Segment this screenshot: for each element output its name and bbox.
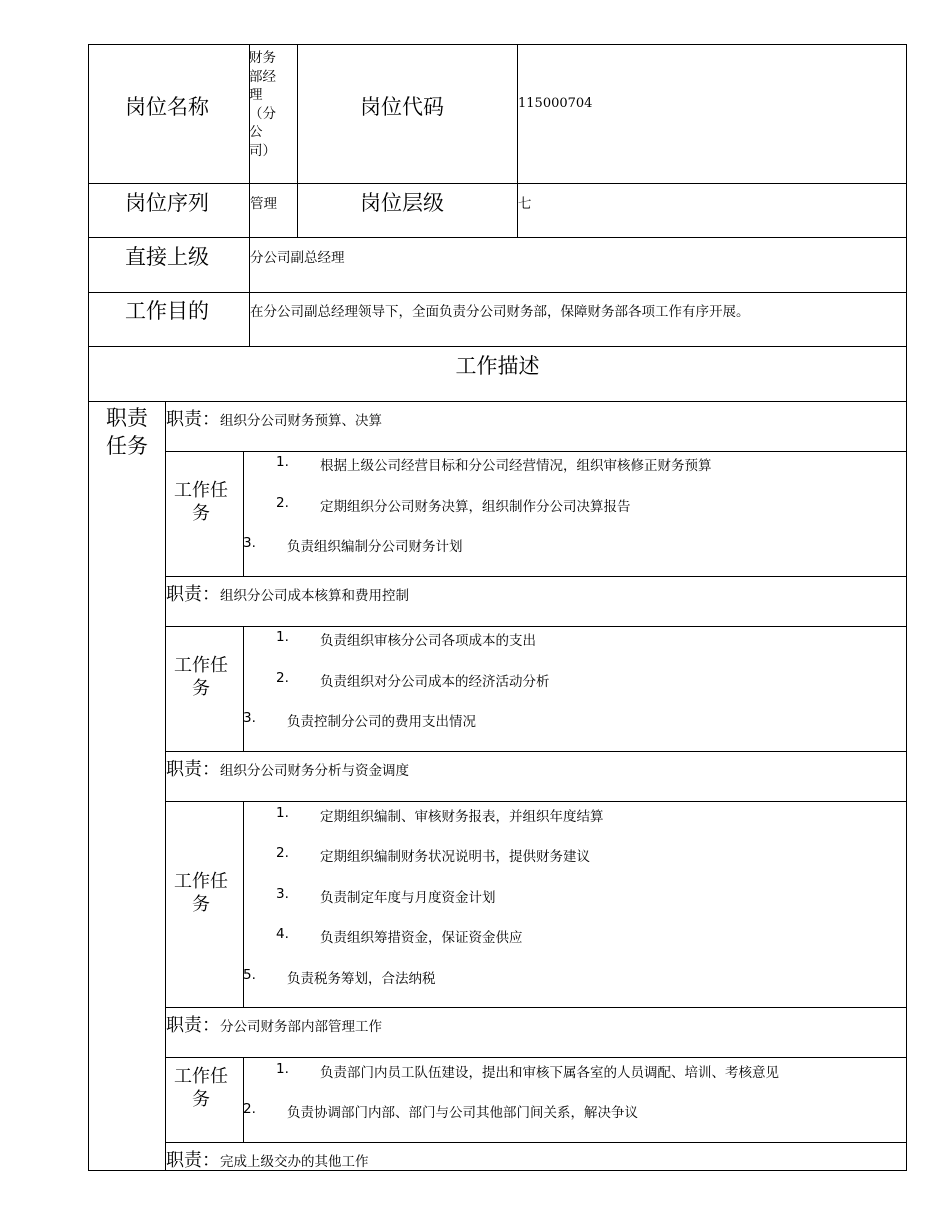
duty-prefix: 职责	[166, 584, 202, 605]
task-text: 负责组织筹措资金，保证资金供应	[320, 930, 523, 946]
task-number: 1.	[276, 454, 289, 470]
duties-label: 职责任务	[106, 406, 148, 458]
col-divider	[297, 44, 298, 238]
col-divider	[165, 401, 166, 1171]
task-label: 工作任务	[174, 871, 228, 915]
task-text: 定期组织编制财务状况说明书，提供财务建议	[320, 849, 590, 865]
table-border-top	[88, 44, 907, 45]
table-border-left	[88, 44, 89, 1171]
row-divider	[88, 237, 907, 238]
duty-divider	[165, 1007, 907, 1008]
duty-divider	[165, 626, 907, 627]
task-number: 3.	[243, 710, 256, 726]
purpose-value: 在分公司副总经理领导下，全面负责分公司财务部，保障财务部各项工作有序开展。	[250, 304, 750, 320]
task-number: 3.	[276, 886, 289, 902]
task-col-divider	[243, 451, 244, 577]
duty-colon: ：	[202, 759, 220, 780]
duty-prefix: 职责	[166, 409, 202, 430]
duty-title-row	[166, 405, 382, 431]
task-text: 定期组织编制、审核财务报表，并组织年度结算	[320, 809, 604, 825]
task-label: 工作任务	[174, 655, 228, 699]
duty-divider	[165, 1142, 907, 1143]
duty-title: 组织分公司成本核算和费用控制	[220, 588, 409, 604]
duty-prefix: 职责	[166, 759, 202, 780]
position-level-value: 七	[518, 196, 532, 212]
duty-prefix: 职责	[166, 1015, 202, 1036]
supervisor-value: 分公司副总经理	[250, 250, 345, 266]
row-divider	[88, 183, 907, 184]
position-name-label: 岗位名称	[125, 95, 209, 119]
task-text: 负责组织对分公司成本的经济活动分析	[320, 674, 550, 690]
task-text: 定期组织分公司财务决算，组织制作分公司决算报告	[320, 499, 631, 515]
row-divider	[88, 292, 907, 293]
duty-title: 分公司财务部内部管理工作	[220, 1019, 382, 1035]
duty-title-row	[166, 1146, 369, 1172]
task-text: 负责制定年度与月度资金计划	[320, 890, 496, 906]
supervisor-label: 直接上级	[125, 245, 209, 269]
table-border-right	[906, 44, 907, 1171]
position-series-value: 管理	[250, 196, 277, 212]
task-col-divider	[243, 626, 244, 752]
task-text: 负责组织编制分公司财务计划	[287, 539, 463, 555]
duty-title-row	[166, 1011, 382, 1037]
duty-title-row	[166, 580, 409, 606]
row-divider	[88, 401, 907, 402]
duty-divider	[165, 801, 907, 802]
task-label: 工作任务	[174, 1066, 228, 1110]
position-code-label: 岗位代码	[360, 95, 444, 119]
purpose-label: 工作目的	[125, 299, 209, 323]
task-number: 1.	[276, 1061, 289, 1077]
duty-divider	[165, 751, 907, 752]
task-number: 2.	[276, 670, 289, 686]
row-divider	[88, 346, 907, 347]
task-number: 2.	[243, 1101, 256, 1117]
duty-title: 完成上级交办的其他工作	[220, 1154, 369, 1170]
task-label: 工作任务	[174, 480, 228, 524]
task-col-divider	[243, 1057, 244, 1143]
description-title: 工作描述	[455, 354, 540, 378]
position-code-value: 115000704	[518, 96, 593, 111]
task-text: 根据上级公司经营目标和分公司经营情况，组织审核修正财务预算	[320, 458, 712, 474]
task-number: 5.	[243, 967, 256, 983]
position-name-value: 财务部经理（分公司）	[249, 50, 276, 159]
task-text: 负责协调部门内部、部门与公司其他部门间关系，解决争议	[287, 1105, 638, 1121]
duty-prefix: 职责	[166, 1150, 202, 1171]
task-number: 3.	[243, 535, 256, 551]
duty-title-row	[166, 755, 409, 781]
task-text: 负责税务筹划，合法纳税	[287, 971, 436, 987]
task-number: 4.	[276, 926, 289, 942]
duty-divider	[165, 1057, 907, 1058]
duty-title: 组织分公司财务分析与资金调度	[220, 763, 409, 779]
position-level-label: 岗位层级	[360, 191, 444, 215]
duty-colon: ：	[202, 584, 220, 605]
position-series-label: 岗位序列	[125, 191, 209, 215]
task-number: 2.	[276, 845, 289, 861]
task-number: 1.	[276, 629, 289, 645]
duty-colon: ：	[202, 409, 220, 430]
duty-divider	[165, 451, 907, 452]
duty-divider	[165, 576, 907, 577]
task-text: 负责控制分公司的费用支出情况	[287, 714, 476, 730]
task-text: 负责部门内员工队伍建设，提出和审核下属各室的人员调配、培训、考核意见	[320, 1065, 779, 1081]
task-number: 1.	[276, 805, 289, 821]
duty-colon: ：	[202, 1150, 220, 1171]
duty-colon: ：	[202, 1015, 220, 1036]
duty-title: 组织分公司财务预算、决算	[220, 413, 382, 429]
task-text: 负责组织审核分公司各项成本的支出	[320, 633, 536, 649]
task-number: 2.	[276, 495, 289, 511]
